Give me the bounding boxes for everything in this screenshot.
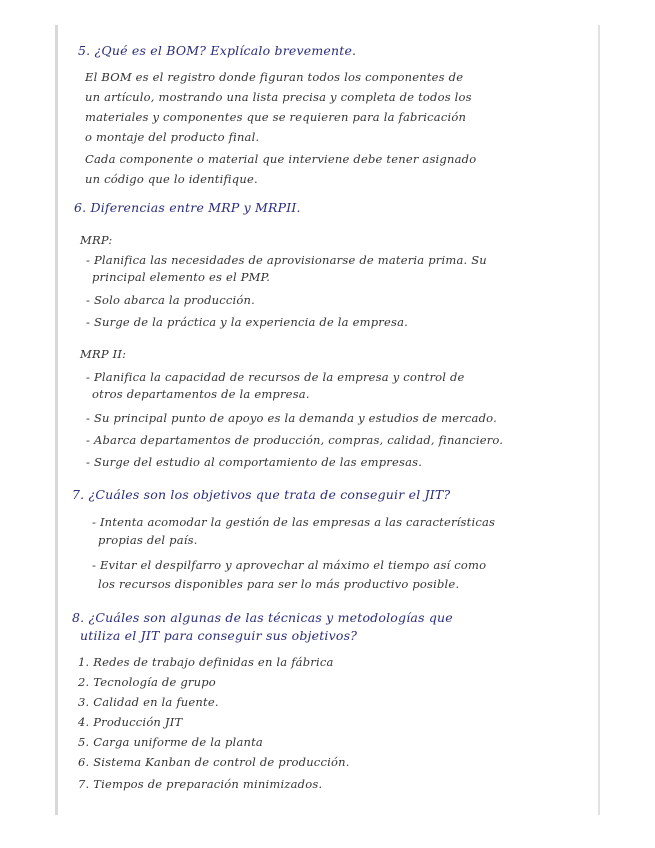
list-item: 1. Redes de trabajo definidas en la fábrica — [78, 655, 334, 669]
answer-5-line-5: Cada componente o material que interviene debe tener asignado — [85, 152, 477, 166]
question-6-title: 6. Diferencias entre MRP y MRPII. — [74, 200, 301, 215]
list-item: 2. Tecnología de grupo — [78, 675, 216, 689]
mrp2-line-2: otros departamentos de la empresa. — [92, 387, 310, 401]
question-8-title-line-2: utiliza el JIT para conseguir sus objetivos? — [80, 628, 358, 643]
mrp-line-1: - Planifica las necesidades de aprovisionarse de materia prima. Su — [86, 253, 487, 267]
answer-5-line-1: El BOM es el registro donde figuran todos los componentes de — [85, 70, 464, 84]
mrp-line-2: principal elemento es el PMP. — [92, 270, 271, 284]
answer-7-line-2: propias del país. — [98, 533, 198, 547]
list-item: 7. Tiempos de preparación minimizados. — [78, 777, 323, 791]
list-item: 6. Sistema Kanban de control de producción. — [78, 755, 350, 769]
question-7-title: 7. ¿Cuáles son los objetivos que trata de conseguir el JIT? — [72, 487, 451, 502]
answer-7-line-4: los recursos disponibles para ser lo más productivo posible. — [98, 577, 460, 591]
list-item: 5. Carga uniforme de la planta — [78, 735, 263, 749]
mrp-line-4: - Surge de la práctica y la experiencia de la empresa. — [86, 315, 408, 329]
handwritten-page — [55, 25, 600, 815]
mrp2-label: MRP II: — [80, 347, 127, 361]
list-item: 3. Calidad en la fuente. — [78, 695, 219, 709]
question-5-title: 5. ¿Qué es el BOM? Explícalo brevemente. — [78, 43, 357, 58]
answer-5-line-6: un código que lo identifique. — [85, 172, 258, 186]
answer-5-line-4: o montaje del producto final. — [85, 130, 260, 144]
answer-7-line-3: - Evitar el despilfarro y aprovechar al máximo el tiempo así como — [92, 558, 487, 572]
mrp2-line-5: - Surge del estudio al comportamiento de las empresas. — [86, 455, 423, 469]
question-8-title-line-1: 8. ¿Cuáles son algunas de las técnicas y metodologías que — [72, 610, 453, 625]
mrp-label: MRP: — [80, 233, 113, 247]
mrp2-line-1: - Planifica la capacidad de recursos de la empresa y control de — [86, 370, 465, 384]
answer-5-line-2: un artículo, mostrando una lista precisa y completa de todos los — [85, 90, 472, 104]
answer-7-line-1: - Intenta acomodar la gestión de las empresas a las características — [92, 515, 496, 529]
mrp2-line-3: - Su principal punto de apoyo es la demanda y estudios de mercado. — [86, 411, 497, 425]
mrp-line-3: - Solo abarca la producción. — [86, 293, 256, 307]
mrp2-line-4: - Abarca departamentos de producción, compras, calidad, financiero. — [86, 433, 504, 447]
answer-5-line-3: materiales y componentes que se requieren para la fabricación — [85, 110, 467, 124]
list-item: 4. Producción JIT — [78, 715, 183, 729]
